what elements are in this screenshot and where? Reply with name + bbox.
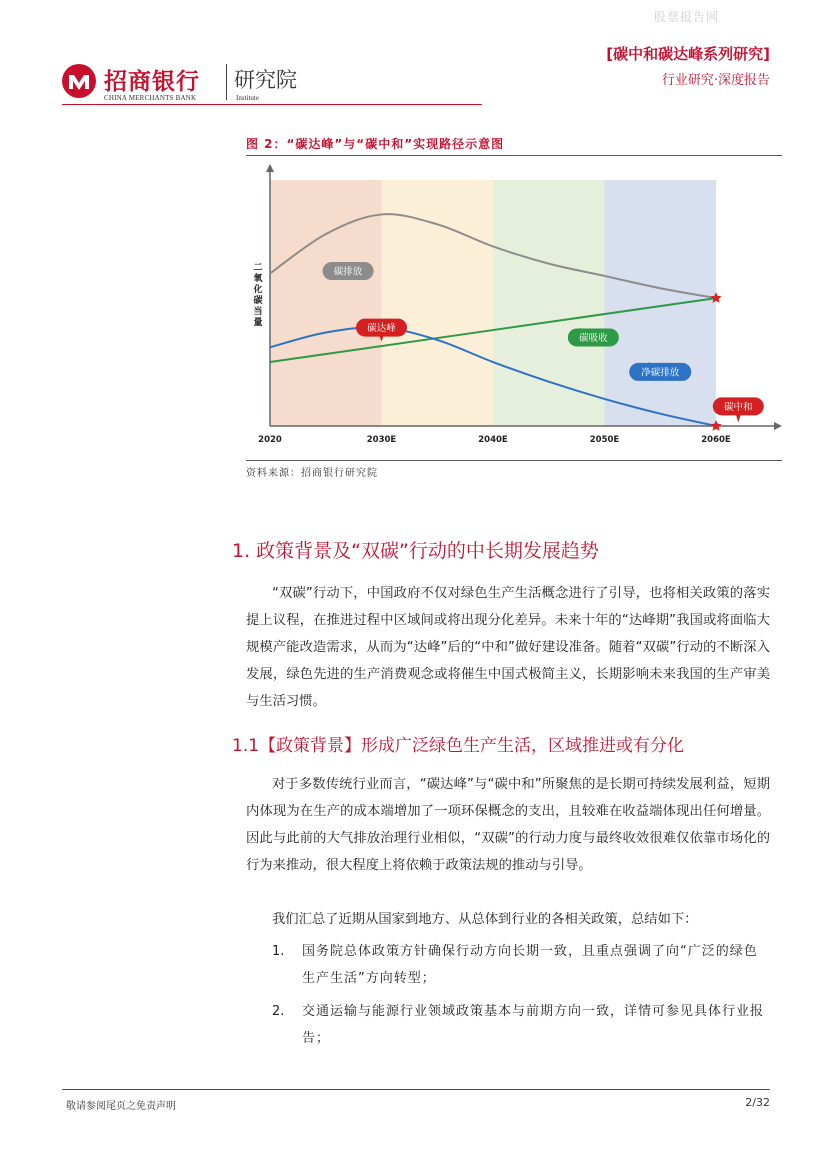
list-item: 国务院总体政策方针确保行动方向长期一致，且重点强调了向“广泛的绿色生产生活”方向转型； bbox=[302, 944, 758, 986]
callout-label: 碳中和 bbox=[724, 401, 753, 413]
figure-title: 图 2：“碳达峰”与“碳中和”实现路径示意图 bbox=[246, 137, 505, 151]
series-title: [碳中和碳达峰系列研究] bbox=[606, 45, 770, 63]
section-1-1-paragraph: 对于多数传统行业而言，“碳达峰”与“碳中和”所聚焦的是长期可持续发展利益，短期内体现为在生产的成本端增加了一项环保概念的支出，且较难在收益端体现出任何增量。因此与此前的大气排放治理行业相似，“双碳”的行动力度与最终收效很难仅依靠市场化的行为来推动，很大程度上将依赖于政策法规的推动与引导。 bbox=[246, 777, 770, 873]
institute-name: 研究院 bbox=[234, 68, 297, 92]
section-1-heading: 1. 政策背景及“双碳”行动的中长期发展趋势 bbox=[232, 540, 599, 562]
footer-divider bbox=[62, 1089, 770, 1090]
callout-label: 碳达峰 bbox=[367, 323, 396, 335]
x-tick-label: 2050E bbox=[589, 435, 620, 445]
logo-divider bbox=[226, 64, 227, 100]
page-number: 2/32 bbox=[745, 1096, 770, 1109]
era-band bbox=[382, 180, 494, 426]
era-band bbox=[605, 180, 717, 426]
report-type: 行业研究·深度报告 bbox=[661, 73, 770, 88]
x-tick-label: 2020 bbox=[258, 435, 282, 445]
list-item-number: 2. bbox=[272, 1004, 285, 1019]
callout-label: 碳排放 bbox=[333, 266, 363, 278]
x-tick-label: 2030E bbox=[366, 435, 397, 445]
era-band bbox=[493, 180, 605, 426]
list-item: 交通运输与能源行业领域政策基本与前期方向一致，详情可参见具体行业报告； bbox=[302, 1004, 765, 1046]
figure-source: 资料来源：招商银行研究院 bbox=[246, 468, 378, 479]
section-1-paragraph: “双碳”行动下，中国政府不仅对绿色生产生活概念进行了引导，也将相关政策的落实提上议程，在推进过程中区域间或将出现分化差异。未来十年的“达峰期”我国或将面临大规模产能改造需求，从而为“达峰”后的“中和”做好建设准备。随着“双碳”行动的不断深入发展，绿色先进的生产消费观念或将催生中国式极简主义，长期影响未来我国的生产审美与生活习惯。 bbox=[246, 586, 770, 709]
x-axis-arrow-icon bbox=[774, 422, 782, 430]
section-1-1-heading: 1.1【政策背景】形成广泛绿色生产生活，区域推进或有分化 bbox=[232, 736, 685, 756]
bank-name: 招商银行 bbox=[104, 68, 200, 95]
summary-intro: 我们汇总了近期从国家到地方、从总体到行业的各相关政策，总结如下： bbox=[272, 912, 698, 927]
callout-label: 净碳排放 bbox=[641, 367, 680, 379]
x-tick-label: 2040E bbox=[478, 435, 508, 445]
header-divider bbox=[62, 104, 482, 105]
figure-bottom-rule bbox=[246, 460, 782, 461]
list-item-number: 1. bbox=[272, 944, 285, 959]
bank-name-en: CHINA MERCHANTS BANK bbox=[104, 94, 197, 102]
bank-logo-icon bbox=[62, 64, 96, 98]
callout-label: 碳吸收 bbox=[579, 332, 608, 344]
institute-name-en: Institute bbox=[236, 94, 259, 102]
footer-disclaimer: 敬请参阅尾页之免责声明 bbox=[66, 1101, 176, 1112]
x-tick-label: 2060E bbox=[701, 435, 731, 445]
watermark: 股票报告网 bbox=[654, 10, 720, 24]
y-axis-label: 二氧化碳当量 bbox=[253, 263, 263, 328]
carbon-path-chart bbox=[246, 158, 782, 458]
figure-top-rule bbox=[246, 155, 782, 156]
y-axis-arrow-icon bbox=[266, 164, 274, 172]
